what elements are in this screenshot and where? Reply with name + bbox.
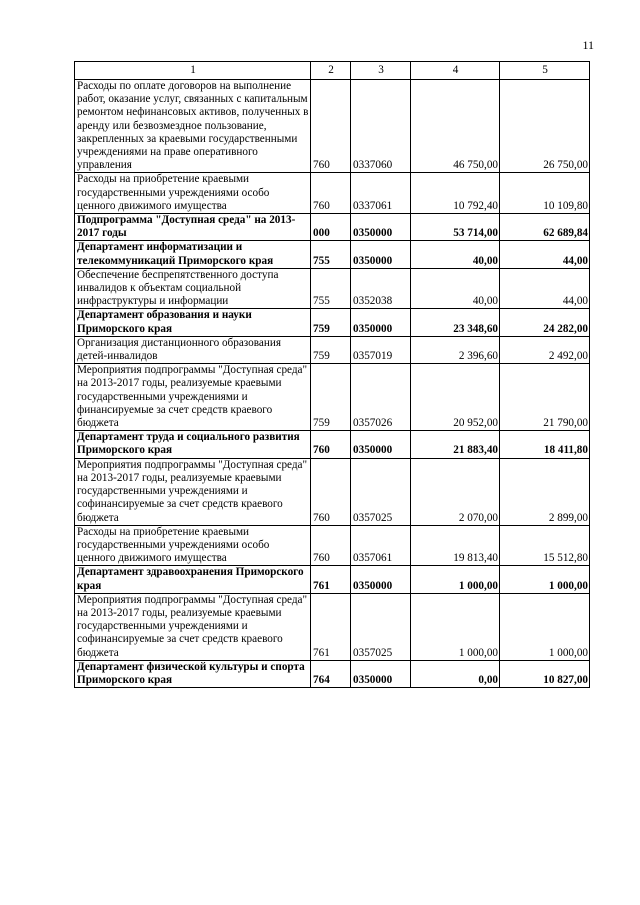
row-amount-col4-cell: 10 792,40 bbox=[411, 173, 500, 214]
row-target-code-cell: 0350000 bbox=[351, 214, 411, 241]
row-department-code-cell: 760 bbox=[311, 458, 351, 525]
row-amount-col4-cell: 23 348,60 bbox=[411, 309, 500, 336]
row-amount-col5-cell: 10 827,00 bbox=[500, 660, 590, 687]
column-header-1: 1 bbox=[75, 62, 311, 80]
row-name-cell: Организация дистанционного образования детей-инвалидов bbox=[75, 336, 311, 363]
row-department-code-cell: 761 bbox=[311, 593, 351, 660]
table-row bbox=[75, 525, 590, 566]
row-amount-col4-cell: 2 070,00 bbox=[411, 458, 500, 525]
row-name-cell: Департамент информатизации и телекоммуникаций Приморского края bbox=[75, 241, 311, 268]
table-row bbox=[75, 268, 590, 309]
table-row bbox=[75, 431, 590, 458]
table-row bbox=[75, 241, 590, 268]
row-amount-col4-cell: 2 396,60 bbox=[411, 336, 500, 363]
row-department-code-cell: 760 bbox=[311, 431, 351, 458]
row-amount-col5-cell: 44,00 bbox=[500, 241, 590, 268]
row-name-cell: Мероприятия подпрограммы "Доступная среда" на 2013-2017 годы, реализуемые краевыми государственными учреждениями и софинансируемые за счет средств краевого бюджета bbox=[75, 458, 311, 525]
table-row bbox=[75, 660, 590, 687]
row-amount-col5-cell: 21 790,00 bbox=[500, 364, 590, 431]
row-amount-col5-cell: 26 750,00 bbox=[500, 80, 590, 173]
row-amount-col5-cell: 1 000,00 bbox=[500, 593, 590, 660]
budget-table bbox=[74, 61, 590, 688]
row-name-cell: Расходы по оплате договоров на выполнение работ, оказание услуг, связанных с капитальным ремонтом нефинансовых активов, полученных в аренду или безвозмездное пользование, закрепленных за краевыми государственными учреждениями на праве оперативного управления bbox=[75, 80, 311, 173]
row-amount-col5-cell: 62 689,84 bbox=[500, 214, 590, 241]
table-row bbox=[75, 80, 590, 173]
row-name-cell: Департамент труда и социального развития Приморского края bbox=[75, 431, 311, 458]
row-amount-col5-cell: 44,00 bbox=[500, 268, 590, 309]
row-department-code-cell: 000 bbox=[311, 214, 351, 241]
table-row bbox=[75, 566, 590, 593]
page-number: 11 bbox=[582, 38, 594, 52]
row-name-cell: Обеспечение беспрепятственного доступа инвалидов к объектам социальной инфраструктуры и информации bbox=[75, 268, 311, 309]
row-name-cell: Мероприятия подпрограммы "Доступная среда" на 2013-2017 годы, реализуемые краевыми государственными учреждениями и финансируемые за счет средств краевого бюджета bbox=[75, 364, 311, 431]
row-name-cell: Расходы на приобретение краевыми государственными учреждениями особо ценного движимого имущества bbox=[75, 525, 311, 566]
row-amount-col5-cell: 2 899,00 bbox=[500, 458, 590, 525]
row-target-code-cell: 0350000 bbox=[351, 566, 411, 593]
row-amount-col4-cell: 1 000,00 bbox=[411, 593, 500, 660]
row-target-code-cell: 0337060 bbox=[351, 80, 411, 173]
row-target-code-cell: 0357026 bbox=[351, 364, 411, 431]
table-header-row bbox=[75, 62, 590, 80]
row-department-code-cell: 760 bbox=[311, 173, 351, 214]
row-name-cell: Департамент здравоохранения Приморского края bbox=[75, 566, 311, 593]
column-header-2: 2 bbox=[311, 62, 351, 80]
row-target-code-cell: 0357025 bbox=[351, 458, 411, 525]
row-target-code-cell: 0357019 bbox=[351, 336, 411, 363]
row-amount-col4-cell: 21 883,40 bbox=[411, 431, 500, 458]
row-name-cell: Расходы на приобретение краевыми государственными учреждениями особо ценного движимого имущества bbox=[75, 173, 311, 214]
row-amount-col4-cell: 46 750,00 bbox=[411, 80, 500, 173]
row-department-code-cell: 759 bbox=[311, 336, 351, 363]
row-name-cell: Мероприятия подпрограммы "Доступная среда" на 2013-2017 годы, реализуемые краевыми государственными учреждениями и софинансируемые за счет средств краевого бюджета bbox=[75, 593, 311, 660]
row-department-code-cell: 760 bbox=[311, 80, 351, 173]
row-amount-col5-cell: 1 000,00 bbox=[500, 566, 590, 593]
row-target-code-cell: 0350000 bbox=[351, 431, 411, 458]
row-amount-col4-cell: 40,00 bbox=[411, 268, 500, 309]
table-row bbox=[75, 336, 590, 363]
row-amount-col4-cell: 0,00 bbox=[411, 660, 500, 687]
row-amount-col5-cell: 18 411,80 bbox=[500, 431, 590, 458]
column-header-4: 4 bbox=[411, 62, 500, 80]
row-amount-col4-cell: 19 813,40 bbox=[411, 525, 500, 566]
row-target-code-cell: 0337061 bbox=[351, 173, 411, 214]
row-amount-col4-cell: 20 952,00 bbox=[411, 364, 500, 431]
column-header-3: 3 bbox=[351, 62, 411, 80]
row-name-cell: Департамент физической культуры и спорта Приморского края bbox=[75, 660, 311, 687]
row-amount-col5-cell: 24 282,00 bbox=[500, 309, 590, 336]
row-name-cell: Департамент образования и науки Приморского края bbox=[75, 309, 311, 336]
row-department-code-cell: 764 bbox=[311, 660, 351, 687]
row-target-code-cell: 0357061 bbox=[351, 525, 411, 566]
row-amount-col5-cell: 10 109,80 bbox=[500, 173, 590, 214]
row-department-code-cell: 755 bbox=[311, 268, 351, 309]
row-amount-col5-cell: 2 492,00 bbox=[500, 336, 590, 363]
table-row bbox=[75, 364, 590, 431]
row-amount-col5-cell: 15 512,80 bbox=[500, 525, 590, 566]
row-department-code-cell: 755 bbox=[311, 241, 351, 268]
column-header-5: 5 bbox=[500, 62, 590, 80]
row-amount-col4-cell: 53 714,00 bbox=[411, 214, 500, 241]
row-department-code-cell: 759 bbox=[311, 309, 351, 336]
row-target-code-cell: 0357025 bbox=[351, 593, 411, 660]
row-department-code-cell: 761 bbox=[311, 566, 351, 593]
row-target-code-cell: 0352038 bbox=[351, 268, 411, 309]
table-row bbox=[75, 309, 590, 336]
table-body bbox=[75, 80, 590, 688]
table-row bbox=[75, 593, 590, 660]
row-amount-col4-cell: 40,00 bbox=[411, 241, 500, 268]
table-row bbox=[75, 214, 590, 241]
row-target-code-cell: 0350000 bbox=[351, 660, 411, 687]
table-row bbox=[75, 458, 590, 525]
row-name-cell: Подпрограмма "Доступная среда" на 2013-2017 годы bbox=[75, 214, 311, 241]
row-target-code-cell: 0350000 bbox=[351, 241, 411, 268]
table-row bbox=[75, 173, 590, 214]
row-department-code-cell: 759 bbox=[311, 364, 351, 431]
row-department-code-cell: 760 bbox=[311, 525, 351, 566]
row-target-code-cell: 0350000 bbox=[351, 309, 411, 336]
row-amount-col4-cell: 1 000,00 bbox=[411, 566, 500, 593]
